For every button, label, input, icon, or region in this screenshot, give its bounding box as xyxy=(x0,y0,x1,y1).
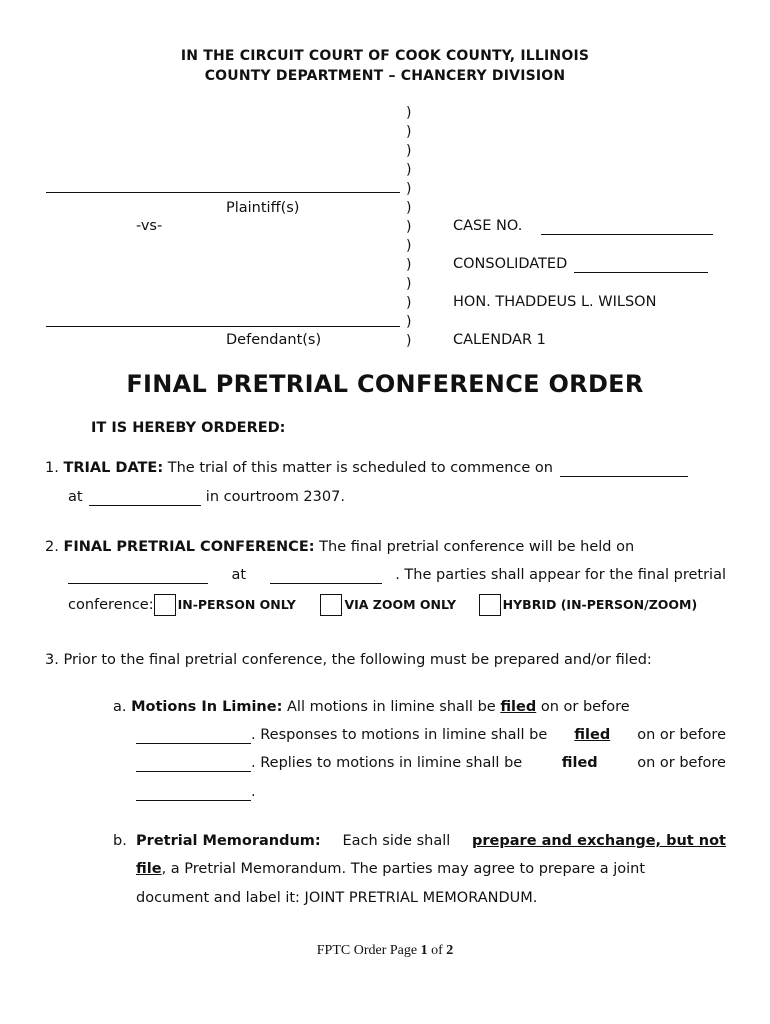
trial-date-blank[interactable] xyxy=(560,460,688,477)
footer-of: of xyxy=(427,943,447,958)
consolidated-blank[interactable] xyxy=(574,256,708,273)
item-3b-heading: Pretrial Memorandum: xyxy=(136,833,321,849)
item-3b-letter: b. xyxy=(113,833,127,849)
item-1-at: at xyxy=(68,489,83,505)
case-no-label: CASE NO. xyxy=(453,218,523,234)
footer-page: 1 xyxy=(420,943,428,958)
on-or-before-2: on or before xyxy=(637,755,726,771)
consolidated-label: CONSOLIDATED xyxy=(453,256,568,272)
in-person-label: IN-PERSON ONLY xyxy=(177,597,296,612)
item-3b-line2 xyxy=(136,861,726,877)
trial-time-blank[interactable] xyxy=(89,489,201,506)
item-3 xyxy=(45,652,652,668)
caption-parentheses: ) ) ) ) ) ) ) ) ) ) ) ) ) xyxy=(406,105,412,349)
item-3-number: 3. xyxy=(45,652,59,668)
conference-time-blank[interactable] xyxy=(270,567,382,584)
item-2-text: The final pretrial conference will be held on xyxy=(314,539,635,555)
footer-prefix: FPTC Order Page xyxy=(316,943,421,958)
item-3b-text: Each side shall xyxy=(342,833,451,849)
item-1-line2 xyxy=(68,489,345,506)
item-3a-heading: Motions In Limine: xyxy=(131,699,283,715)
zoom-checkbox[interactable] xyxy=(320,594,342,616)
filed-emphasis-3: filed xyxy=(561,755,598,771)
item-1-text: The trial of this matter is scheduled to commence on xyxy=(163,460,553,476)
replies-deadline-blank[interactable] xyxy=(136,784,251,801)
prepare-exchange-emphasis: prepare and exchange, but not xyxy=(472,833,726,849)
item-2-number: 2. xyxy=(45,539,59,555)
item-3a-responses: . Responses to motions in limine shall be xyxy=(251,727,548,743)
judge-name: HON. THADDEUS L. WILSON xyxy=(453,294,657,310)
period: . xyxy=(251,784,256,800)
plaintiff-line[interactable] xyxy=(46,178,400,193)
item-2-line3 xyxy=(68,594,697,616)
court-name: IN THE CIRCUIT COURT OF COOK COUNTY, ILLINOIS xyxy=(180,48,590,64)
item-2-line2 xyxy=(68,567,726,584)
filed-emphasis-2: filed xyxy=(574,727,611,743)
item-3a-replies: . Replies to motions in limine shall be xyxy=(251,755,523,771)
item-1-courtroom: in courtroom 2307. xyxy=(205,489,345,505)
item-1 xyxy=(45,460,688,477)
item-3a xyxy=(113,699,630,715)
item-3a-text: All motions in limine shall be xyxy=(282,699,501,715)
hybrid-label: HYBRID (IN-PERSON/ZOOM) xyxy=(502,597,698,612)
item-3b-line3: document and label it: JOINT PRETRIAL MEMORANDUM. xyxy=(136,890,538,906)
defendant-line[interactable] xyxy=(46,312,400,327)
item-3a-text2: on or before xyxy=(536,699,630,715)
item-3a-line4 xyxy=(136,784,256,801)
motions-deadline-blank[interactable] xyxy=(136,727,251,744)
conference-date-blank[interactable] xyxy=(68,567,208,584)
calendar: CALENDAR 1 xyxy=(453,332,546,348)
item-3b-text2: , a Pretrial Memorandum. The parties may agree to prepare a joint xyxy=(161,861,646,877)
hybrid-checkbox[interactable] xyxy=(479,594,501,616)
item-3a-line3 xyxy=(136,755,726,772)
item-2 xyxy=(45,539,634,555)
item-1-heading: TRIAL DATE: xyxy=(63,460,164,476)
consolidated xyxy=(453,256,708,273)
case-no-blank[interactable] xyxy=(541,218,713,235)
vs-label: -vs- xyxy=(136,218,163,234)
item-2-appear: . The parties shall appear for the final pretrial xyxy=(395,567,726,583)
filed-emphasis: filed xyxy=(500,699,537,715)
footer-total: 2 xyxy=(446,943,454,958)
item-2-heading: FINAL PRETRIAL CONFERENCE: xyxy=(63,539,315,555)
item-1-number: 1. xyxy=(45,460,59,476)
plaintiff-label: Plaintiff(s) xyxy=(226,200,300,216)
page-title: FINAL PRETRIAL CONFERENCE ORDER xyxy=(126,370,644,398)
item-3-text: Prior to the final pretrial conference, the following must be prepared and/or filed: xyxy=(63,652,652,668)
page-footer xyxy=(0,943,770,959)
file-emphasis: file xyxy=(136,861,162,877)
case-no xyxy=(453,218,713,235)
zoom-label: VIA ZOOM ONLY xyxy=(344,597,457,612)
item-3b xyxy=(113,833,726,849)
conference-label: conference: xyxy=(68,597,154,613)
defendant-label: Defendant(s) xyxy=(226,332,322,348)
item-3a-line2 xyxy=(136,727,726,744)
court-division: COUNTY DEPARTMENT – CHANCERY DIVISION xyxy=(204,68,566,84)
ordered-heading: IT IS HEREBY ORDERED: xyxy=(91,420,286,436)
item-2-at: at xyxy=(231,567,247,583)
on-or-before-1: on or before xyxy=(637,727,726,743)
item-3a-letter: a. xyxy=(113,699,127,715)
in-person-checkbox[interactable] xyxy=(154,594,176,616)
responses-deadline-blank[interactable] xyxy=(136,755,251,772)
